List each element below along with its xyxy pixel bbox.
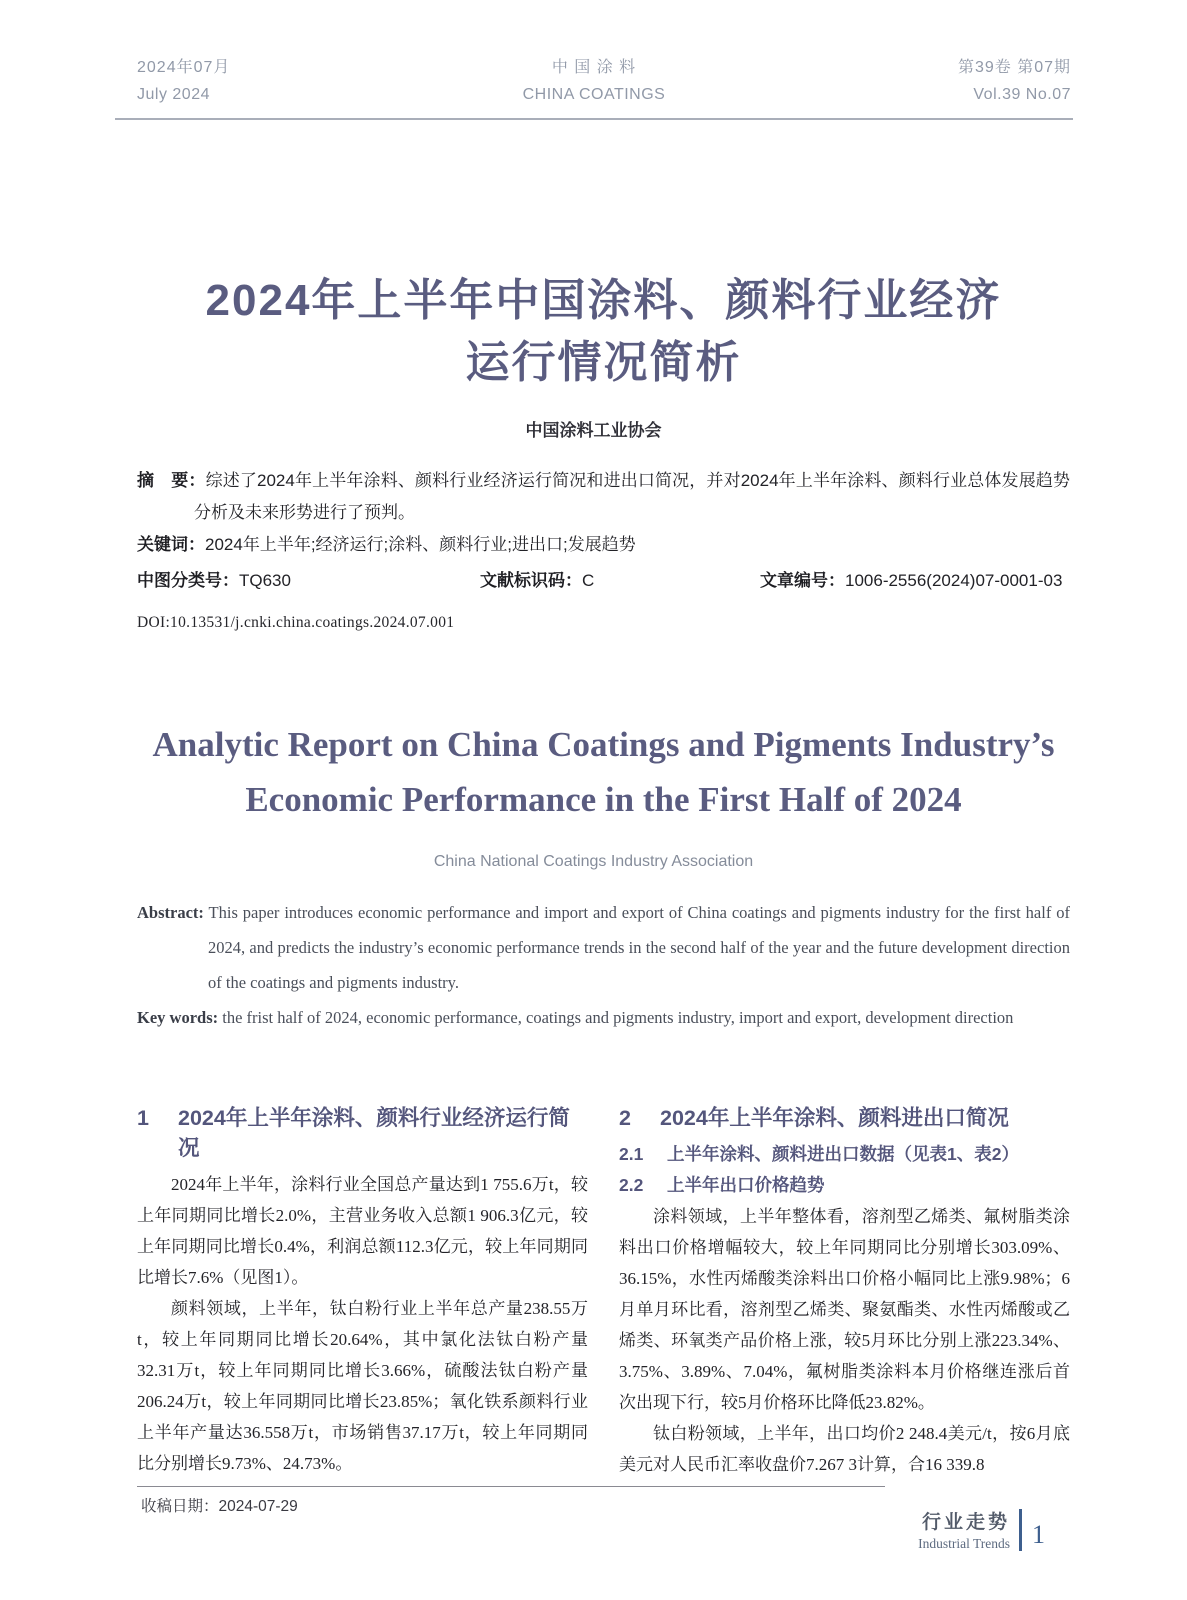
abstract-cn — [137, 465, 1070, 529]
keywords-en-label: Key words: — [137, 1008, 219, 1027]
section-2-2-number: 2.2 — [619, 1175, 644, 1195]
header-date-cn: 2024年07月 — [137, 59, 231, 76]
footer-column-en: Industrial Trends — [918, 1536, 1010, 1551]
keywords-cn-label: 关键词： — [137, 535, 205, 554]
received-date-value: 2024-07-29 — [218, 1498, 298, 1515]
article-title-en — [137, 717, 1070, 827]
section-2-title: 2024年上半年涂料、颜料进出口简况 — [660, 1106, 1009, 1130]
header-journal-name — [434, 54, 753, 108]
abstract-en-text: This paper introduces economic performance and import and export of China coatings and pigments industry for the first half of 2024, and predicts the industry’s economic performance trends in the second half of the year and the future development direction of the coatings and pigments industry. — [203, 903, 1070, 992]
header-issue-en: Vol.39 No.07 — [973, 86, 1071, 103]
footer-column-cn: 行业走势 — [921, 1512, 1010, 1533]
meta-en — [137, 895, 1070, 1035]
article-title-cn — [137, 270, 1070, 394]
section-1-paragraph: 2024年上半年，涂料行业全国总产量达到1 755.6万t，较上年同期同比增长2.0%，主营业务收入总额1 906.3亿元，较上年同期同比增长0.4%，利润总额112.3亿元，较上年同期同比增长7.6%（见图1）。 — [137, 1175, 588, 1287]
header-date — [115, 54, 434, 108]
received-date-label: 收稿日期： — [141, 1498, 219, 1515]
journal-header — [115, 0, 1073, 120]
section-2-1-heading — [619, 1139, 1070, 1170]
body-columns — [137, 1103, 1070, 1480]
section-1-number: 1 — [137, 1106, 149, 1130]
section-2-paragraph: 钛白粉领域，上半年，出口均价2 248.4美元/t，按6月底美元对人民币汇率收盘价7.267 3计算，合16 339.8 — [619, 1424, 1070, 1474]
article-title-cn-line1: 2024年上半年中国涂料、颜料行业经济 — [205, 276, 1002, 325]
abstract-cn-text: 综述了2024年上半年涂料、颜料行业经济运行简况和进出口简况，并对2024年上半年涂料、颜料行业总体发展趋势分析及未来形势进行了预判。 — [194, 471, 1070, 522]
section-2-1-title: 上半年涂料、颜料进出口数据（见表1、表2） — [667, 1144, 1019, 1164]
section-2-paragraph: 涂料领域，上半年整体看，溶剂型乙烯类、氟树脂类涂料出口价格增幅较大，较上年同期同比分别增长303.09%、36.15%，水性丙烯酸类涂料出口价格小幅同比上涨9.98%；6月单月环比看，溶剂型乙烯类、聚氨酯类、水性丙烯酸或乙烯类、环氧类产品价格上涨，较5月环比分别上涨223.34%、3.75%、3.89%、7.04%，氟树脂类涂料本月价格继连涨后首次出现下行，较5月价格环比降低23.82%。 — [619, 1207, 1070, 1412]
keywords-cn — [137, 529, 1070, 561]
section-2-2-heading — [619, 1170, 1070, 1201]
clc-value: TQ630 — [239, 571, 291, 590]
abstract-cn-label: 摘 要： — [137, 471, 206, 490]
article-title-en-line2: Economic Performance in the First Half of 2024 — [245, 780, 962, 819]
section-1-paragraph: 颜料领域，上半年，钛白粉行业上半年总产量238.55万t，较上年同期同比增长20.64%，其中氯化法钛白粉产量32.31万t，较上年同期同比增长3.66%，硫酸法钛白粉产量206.24万t，较上年同期同比增长23.85%；氧化铁系颜料行业上半年产量达36.558万t，市场销售37.17万t，较上年同期同比分别增长9.73%、24.73%。 — [137, 1299, 588, 1473]
article-id-label: 文章编号： — [760, 571, 845, 590]
footnote-divider — [137, 1486, 885, 1487]
clc-item — [137, 565, 480, 597]
left-column — [137, 1103, 588, 1480]
section-2-heading — [619, 1103, 1070, 1133]
clc-label: 中图分类号： — [137, 571, 239, 590]
article-id-value: 1006-2556(2024)07-0001-03 — [845, 571, 1063, 590]
doi: DOI:10.13531/j.cnki.china.coatings.2024.07.001 — [137, 614, 455, 631]
article-title-cn-line2: 运行情况简析 — [465, 338, 742, 387]
keywords-en-text: the frist half of 2024, economic performance, coatings and pigments industry, import and export, development direction — [218, 1008, 1014, 1027]
header-issue — [754, 54, 1073, 108]
section-2-number: 2 — [619, 1106, 631, 1130]
section-1-heading — [137, 1103, 588, 1163]
journal-name-en: CHINA COATINGS — [522, 86, 666, 103]
meta-cn — [137, 465, 1070, 639]
right-column — [619, 1103, 1070, 1480]
footer-divider-bar — [1019, 1509, 1022, 1551]
journal-name-cn: 中 国 涂 料 — [551, 59, 637, 76]
keywords-en — [137, 1000, 1070, 1035]
footer-column-name — [918, 1507, 1010, 1552]
header-issue-cn: 第39卷 第07期 — [957, 59, 1071, 76]
section-1-title: 2024年上半年涂料、颜料行业经济运行简况 — [178, 1106, 570, 1160]
section-2-1-number: 2.1 — [619, 1144, 644, 1164]
author-en: China National Coatings Industry Association — [433, 853, 754, 870]
abstract-en — [137, 895, 1070, 1000]
doc-code-item — [480, 565, 760, 597]
header-date-en: July 2024 — [137, 86, 210, 103]
author-cn: 中国涂料工业协会 — [525, 421, 662, 440]
section-2-2-title: 上半年出口价格趋势 — [667, 1175, 825, 1195]
doc-code-value: C — [582, 571, 595, 590]
article-title-en-line1: Analytic Report on China Coatings and Pigments Industry’s — [152, 725, 1055, 764]
article-id-item — [760, 565, 1070, 597]
classification-row — [137, 565, 1070, 597]
abstract-en-label: Abstract: — [137, 903, 204, 922]
doc-code-label: 文献标识码： — [480, 571, 582, 590]
page-footer — [918, 1507, 1045, 1552]
page-number: 1 — [1032, 1519, 1045, 1549]
keywords-cn-text: 2024年上半年;经济运行;涂料、颜料行业;进出口;发展趋势 — [205, 535, 636, 554]
